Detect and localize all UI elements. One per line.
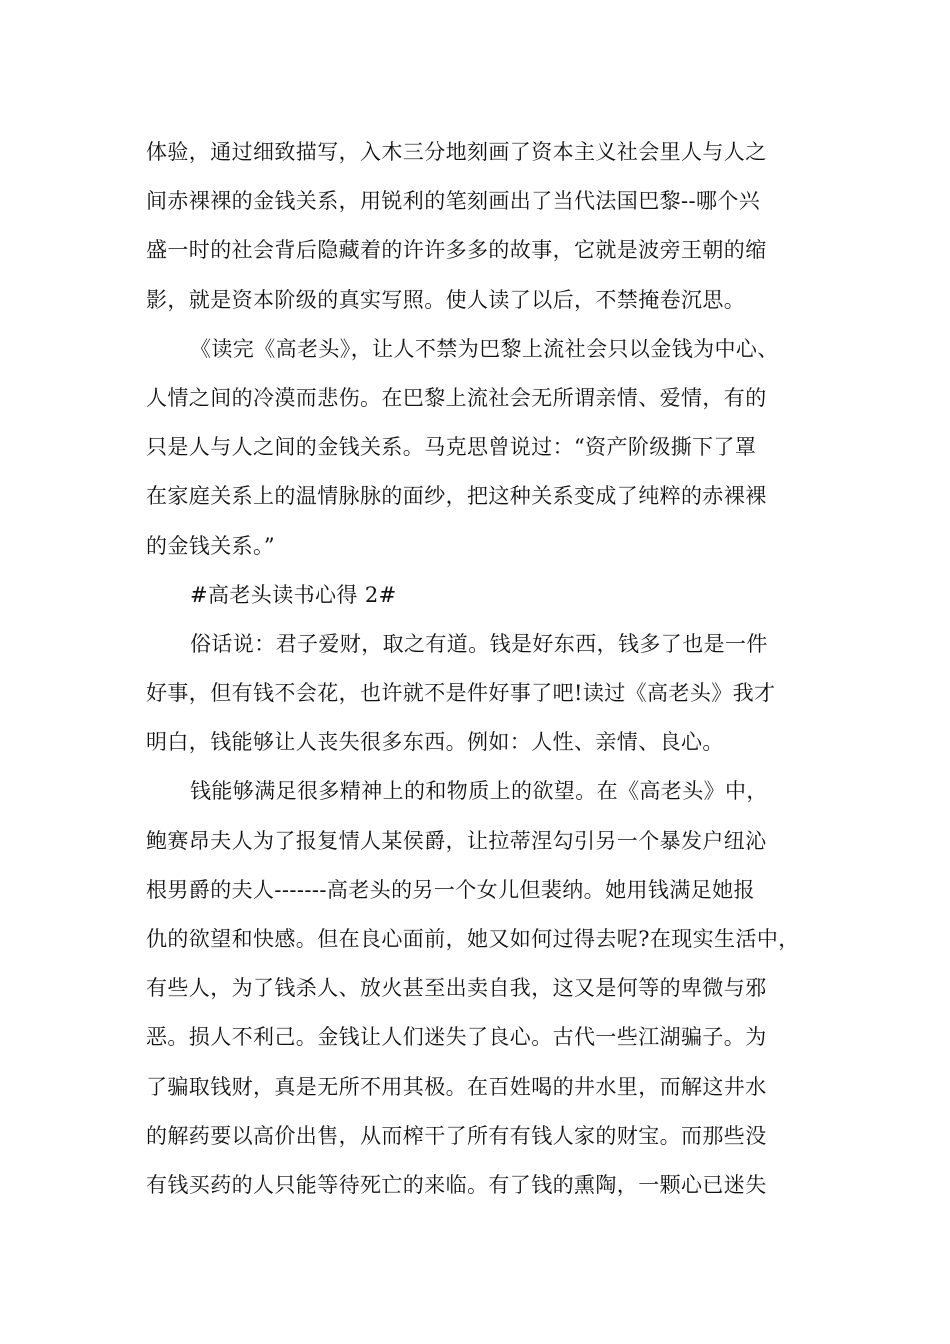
text-line: 俗话说：君子爱财，取之有道。钱是好东西，钱多了也是一件 [190, 631, 768, 656]
text-line: 明白，钱能够让人丧失很多东西。例如：人性、亲情、良心。 [146, 730, 724, 755]
text-line: 《读完《高老头》，让人不禁为巴黎上流社会只以金钱为中心、 [190, 336, 779, 361]
body-text [146, 128, 816, 1210]
text-line: 好事，但有钱不会花，也许就不是件好事了吧!读过《高老头》我才 [146, 681, 776, 706]
text-line: 盛一时的社会背后隐藏着的许许多多的故事，它就是波旁王朝的缩 [146, 238, 767, 263]
text-line: 钱能够满足很多精神上的和物质上的欲望。在《高老头》中， [190, 779, 768, 804]
text-line: 的金钱关系。” [146, 533, 276, 558]
text-line: 了骗取钱财，真是无所不用其极。在百姓喝的井水里，而解这井水 [146, 1074, 767, 1099]
text-line: 影，就是资本阶级的真实写照。使人读了以后，不禁掩卷沉思。 [146, 287, 746, 312]
text-line: 恶。损人不利己。金钱让人们迷失了良心。古代一些江湖骗子。为 [146, 1025, 767, 1050]
text-line: 仇的欲望和快感。但在良心面前，她又如何过得去呢?在现实生活中， [146, 927, 800, 951]
text-line: 鲍赛昂夫人为了报复情人某侯爵，让拉蒂涅勾引另一个暴发户纽沁 [146, 828, 767, 853]
text-line: 的解药要以高价出售，从而榨干了所有有钱人家的财宝。而那些没 [146, 1123, 767, 1148]
text-line: 有钱买药的人只能等待死亡的来临。有了钱的熏陶，一颗心已迷失 [146, 1172, 767, 1197]
text-line: 人情之间的冷漠而悲伤。在巴黎上流社会无所谓亲情、爱情，有的 [146, 385, 767, 410]
text-line: 体验，通过细致描写，入木三分地刻画了资本主义社会里人与人之 [146, 140, 767, 164]
text-line: 根男爵的夫人-------高老头的另一个女儿但裴纳。她用钱满足她报 [146, 877, 755, 902]
text-line: 有些人，为了钱杀人、放火甚至出卖自我，这又是何等的卑微与邪 [146, 976, 767, 1001]
text-line: 在家庭关系上的温情脉脉的面纱，把这种关系变成了纯粹的赤裸裸 [146, 484, 767, 509]
text-line: 只是人与人之间的金钱关系。马克思曾说过：“资产阶级撕下了罩 [146, 435, 757, 460]
text-line: 间赤裸裸的金钱关系，用锐利的笔刻画出了当代法国巴黎--哪个兴 [146, 189, 761, 214]
text-line: #高老头读书心得 2# [190, 582, 397, 607]
